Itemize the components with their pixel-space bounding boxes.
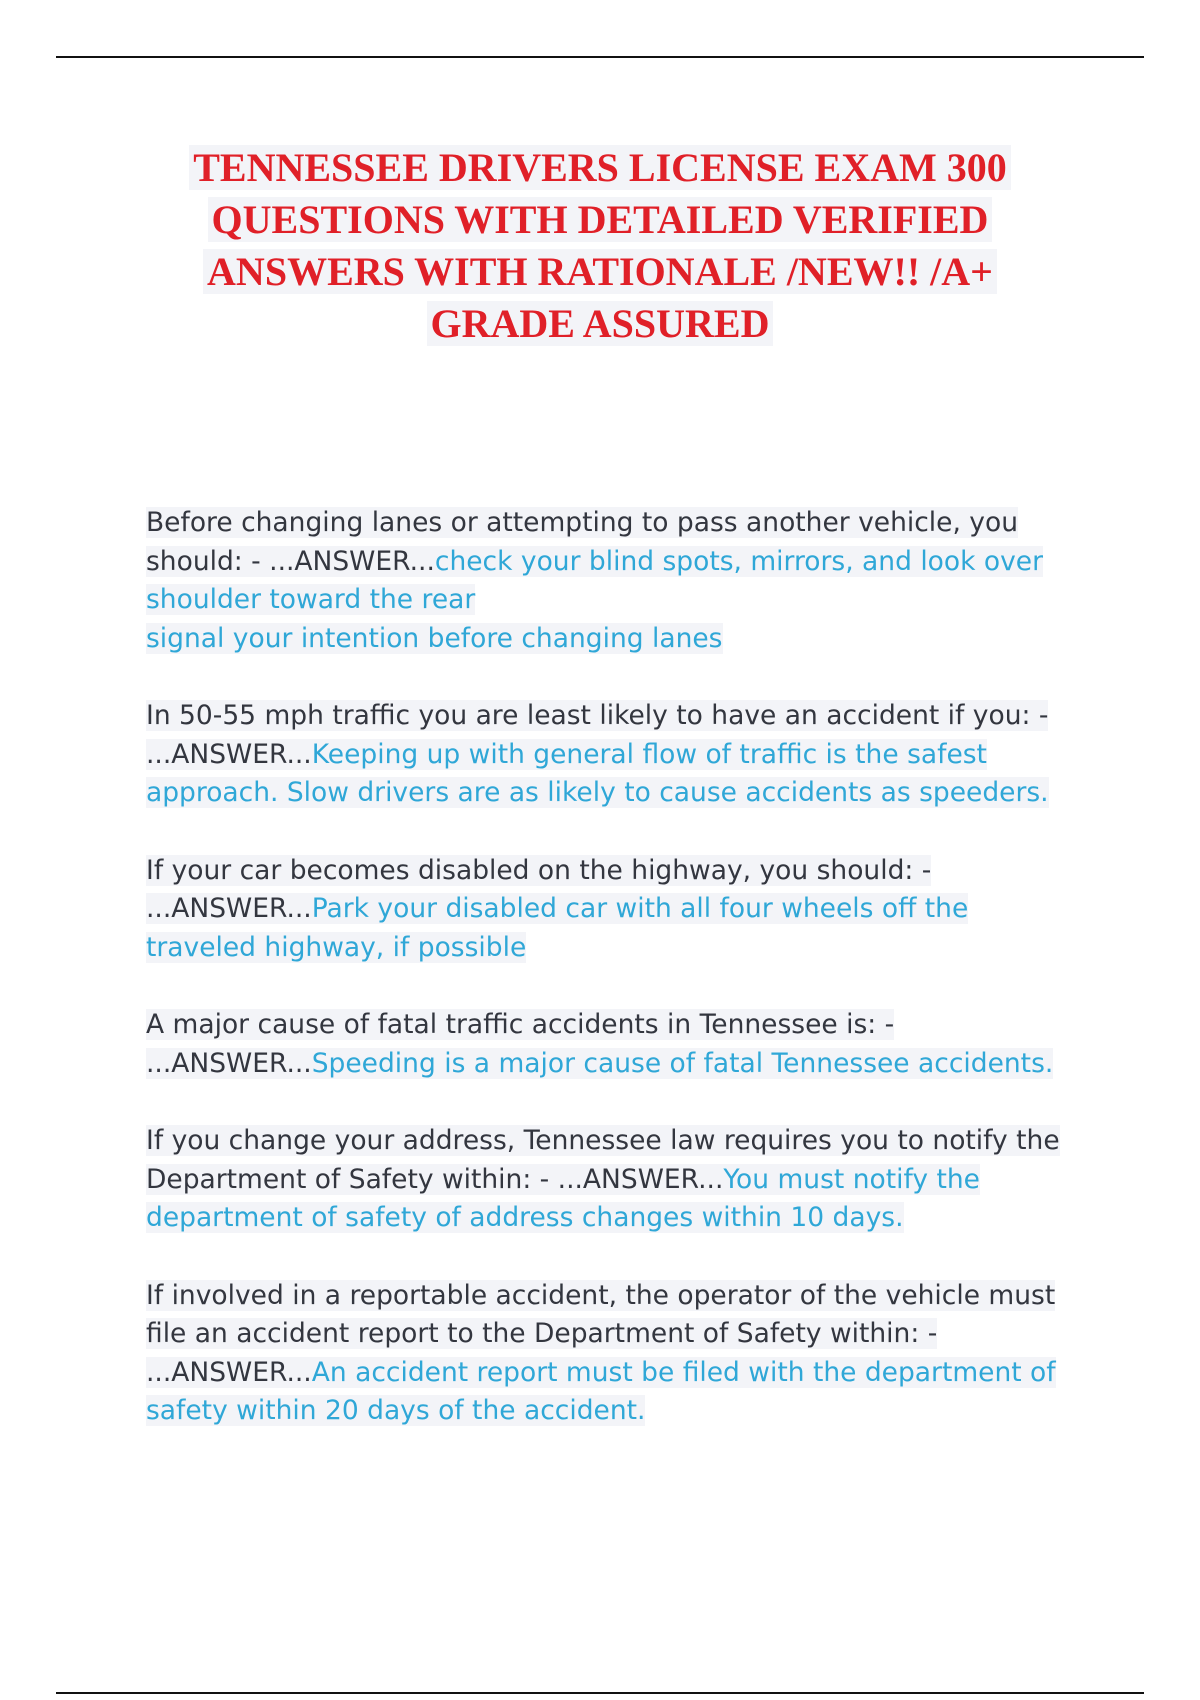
qa-list xyxy=(146,504,1066,1470)
qa-item xyxy=(146,1006,1066,1083)
document-title xyxy=(140,142,1060,350)
answer-marker: - ...ANSWER... xyxy=(146,1318,938,1388)
question-text: If your car becomes disabled on the highway, you should: xyxy=(146,854,914,886)
answer-marker: - ...ANSWER... xyxy=(531,1163,724,1195)
answer-text: You must notify the department of safety of address changes within 10 days. xyxy=(146,1163,980,1233)
answer-text: Keeping up with general flow of traffic is the safest approach. Slow drivers are as likely to cause accidents as speeders. xyxy=(146,738,1049,808)
answer-marker: - ...ANSWER... xyxy=(146,854,932,924)
top-divider xyxy=(56,56,1144,58)
answer-text: An accident report must be filed with the department of safety within 20 days of the accident. xyxy=(146,1356,1056,1426)
answer-marker: - ...ANSWER... xyxy=(242,545,435,577)
question-text: A major cause of fatal traffic accidents in Tennessee is: xyxy=(146,1009,877,1040)
qa-item xyxy=(146,1122,1066,1238)
question-text: Before changing lanes or attempting to pass another vehicle, you should: xyxy=(146,507,1019,577)
answer-text: signal your intention before changing lanes xyxy=(146,622,723,654)
question-text: In 50-55 mph traffic you are least likely to have an accident if you: xyxy=(146,700,1031,731)
answer-text: check your blind spots, mirrors, and look over shoulder toward the rear xyxy=(146,545,1043,615)
answer-text: Speeding is a major cause of fatal Tennessee accidents. xyxy=(311,1047,1054,1079)
answer-marker: - ...ANSWER... xyxy=(146,1009,895,1079)
question-text: If you change your address, Tennessee law requires you to notify the Department of Safety within: xyxy=(146,1125,1060,1195)
document-title-text: TENNESSEE DRIVERS LICENSE EXAM 300 QUESTIONS WITH DETAILED VERIFIED ANSWERS WITH RATIONALE /NEW!! /A+ GRADE ASSURED xyxy=(189,145,1011,346)
qa-item xyxy=(146,697,1066,813)
qa-item xyxy=(146,504,1066,658)
answer-marker: - ...ANSWER... xyxy=(146,700,1049,770)
bottom-divider xyxy=(56,1692,1144,1694)
qa-item xyxy=(146,852,1066,968)
qa-item xyxy=(146,1277,1066,1431)
question-text: If involved in a reportable accident, the operator of the vehicle must file an accident report to the Department of Safety within: xyxy=(146,1279,1056,1349)
answer-text: Park your disabled car with all four wheels off the traveled highway, if possible xyxy=(146,893,969,963)
